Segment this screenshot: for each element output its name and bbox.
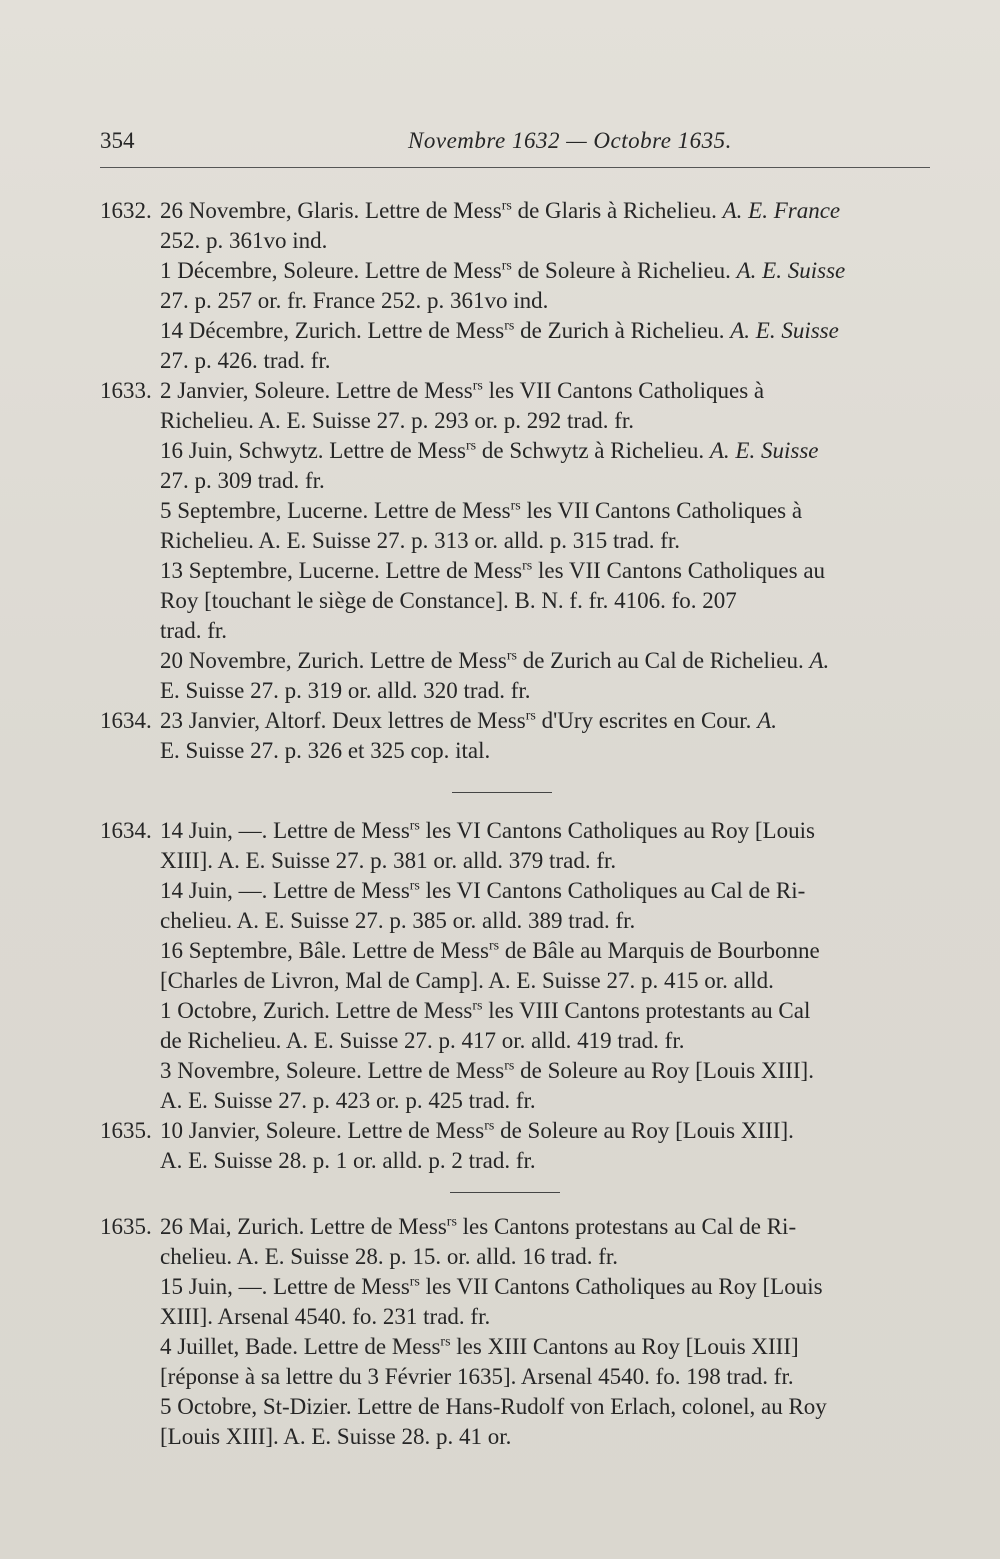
running-title: Novembre 1632 — Octobre 1635. [408,128,732,153]
entry-line-2: 252. p. 361vo ind. [160,228,328,253]
entry-text-cont: les VIII Cantons protestants au Cal [482,998,811,1023]
entry-text: 13 Septembre, Lucerne. Lettre de Mess [160,558,523,583]
entry-text: 15 Juin, —. Lettre de Mess [160,1274,410,1299]
entry [100,376,930,436]
entry-reference: A. E. Suisse [736,258,846,283]
entry-superscript: rs [510,498,521,514]
section-separator-2 [450,1192,560,1193]
entry [100,1392,930,1452]
entry-line-2: A. E. Suisse 28. p. 1 or. alld. p. 2 trad. fr. [160,1148,536,1173]
entry-line-1 [160,196,930,226]
entry-text: 26 Novembre, Glaris. Lettre de Mess [160,198,502,223]
entry [100,316,930,376]
entry-text: 16 Septembre, Bâle. Lettre de Mess [160,938,489,963]
entry-text-cont: de Soleure au Roy [Louis XIII]. [514,1058,814,1083]
entry-year: 1633. [100,378,152,403]
entry-superscript: rs [409,818,420,834]
entry-text: 14 Juin, —. Lettre de Mess [160,818,410,843]
entry-line-1 [160,316,930,346]
section-separator-1 [452,792,552,793]
entry-year: 1632. [100,198,152,223]
entry-line-1 [160,1392,930,1422]
entry-line-2: [Charles de Livron, Mal de Camp]. A. E. Suisse 27. p. 415 or. alld. [160,968,774,993]
entry-superscript: rs [504,1058,515,1074]
entry-text: 14 Juin, —. Lettre de Mess [160,878,410,903]
entry-reference: A. E. Suisse [709,438,819,463]
entry-text-cont: les VI Cantons Catholiques au Cal de Ri- [419,878,806,903]
entry-line-2: 27. p. 426. trad. fr. [160,348,331,373]
entry-line-1 [160,256,930,286]
entry-text-cont: de Zurich à Richelieu. [514,318,731,343]
entries-section-1 [100,196,930,766]
entry-line-3: trad. fr. [160,618,228,643]
entry-line-1 [160,1116,930,1146]
entry-text-cont: les Cantons protestans au Cal de Ri- [456,1214,797,1239]
entry-line-1 [160,496,930,526]
entry-text: 10 Janvier, Soleure. Lettre de Mess [160,1118,485,1143]
entry-line-1 [160,646,930,676]
entry-text: 26 Mai, Zurich. Lettre de Mess [160,1214,447,1239]
entries-section-3 [100,1212,930,1452]
entry-text-cont: les VII Cantons Catholiques au Roy [Louis [419,1274,823,1299]
entry-line-1 [160,556,930,586]
entry-line-2: E. Suisse 27. p. 326 et 325 cop. ital. [160,738,491,763]
entry-text: 3 Novembre, Soleure. Lettre de Mess [160,1058,505,1083]
entry-line-2: chelieu. A. E. Suisse 28. p. 15. or. alld. 16 trad. fr. [160,1244,619,1269]
entry-text: 14 Décembre, Zurich. Lettre de Mess [160,318,505,343]
entry-text: 23 Janvier, Altorf. Deux lettres de Mess [160,708,526,733]
entry [100,496,930,556]
entry-line-1 [160,1332,930,1362]
entry-text: 1 Décembre, Soleure. Lettre de Mess [160,258,502,283]
entry [100,816,930,876]
entry-reference: A. [757,708,777,733]
entry-text-cont: les VII Cantons Catholiques au [532,558,826,583]
entry-line-2: 27. p. 257 or. fr. France 252. p. 361vo ind. [160,288,549,313]
entry-superscript: rs [472,378,483,394]
entry-superscript: rs [465,438,477,454]
entry [100,436,930,496]
entry-superscript: rs [409,878,420,894]
entry-text: 2 Janvier, Soleure. Lettre de Mess [160,378,473,403]
entry-line-2: [Louis XIII]. A. E. Suisse 28. p. 41 or. [160,1424,512,1449]
entry-line-2: chelieu. A. E. Suisse 27. p. 385 or. alld. 389 trad. fr. [160,908,636,933]
entry-text-cont: les VI Cantons Catholiques au Roy [Louis [419,818,815,843]
entry-superscript: rs [472,998,483,1014]
entry [100,556,930,646]
entry [100,996,930,1056]
entry-text: 16 Juin, Schwytz. Lettre de Mess [160,438,466,463]
entry-text-cont: de Soleure à Richelieu. [511,258,737,283]
entry [100,706,930,766]
entry-text: 20 Novembre, Zurich. Lettre de Mess [160,648,507,673]
entry-superscript: rs [525,708,536,724]
entry-line-2: de Richelieu. A. E. Suisse 27. p. 417 or. alld. 419 trad. fr. [160,1028,685,1053]
entry-text-cont: les XIII Cantons au Roy [Louis XIII] [450,1334,799,1359]
entry-text-cont: les VII Cantons Catholiques à [482,378,765,403]
entry-superscript: rs [409,1274,420,1290]
entry-reference: A. E. France [722,198,841,223]
entry-superscript: rs [440,1334,451,1350]
entry-text-cont: de Glaris à Richelieu. [511,198,723,223]
entry-text-cont: de Bâle au Marquis de Bourbonne [499,938,820,963]
entry [100,196,930,256]
entry [100,1116,930,1176]
entry [100,646,930,706]
entries-section-2 [100,816,930,1176]
entry-line-1 [160,706,930,736]
entry-superscript: rs [504,318,515,334]
entry-superscript: rs [501,198,512,214]
entry-reference: A. E. Suisse [730,318,839,343]
entry-superscript: rs [488,938,500,954]
entry-text-cont: d'Ury escrites en Cour. [535,708,758,733]
entry-line-1 [160,1212,930,1242]
entry-line-2: Richelieu. A. E. Suisse 27. p. 293 or. p. 292 trad. fr. [160,408,635,433]
entry-line-1 [160,816,930,846]
entry-text: 1 Octobre, Zurich. Lettre de Mess [160,998,473,1023]
entry-text: 5 Octobre, St-Dizier. Lettre de Hans-Rudolf von Erlach, colonel, au Roy [160,1394,827,1419]
entry [100,1332,930,1392]
entry-year: 1635. [100,1214,152,1239]
entry [100,1056,930,1116]
entry-line-2: Roy [touchant le siège de Constance]. B. N. f. fr. 4106. fo. 207 [160,588,737,613]
entry-reference: A. [809,648,830,673]
entry-line-1 [160,376,930,406]
entry-line-1 [160,996,930,1026]
entry-text-cont: de Soleure au Roy [Louis XIII]. [494,1118,794,1143]
entry [100,1212,930,1272]
entry-line-2: 27. p. 309 trad. fr. [160,468,325,493]
entry [100,256,930,316]
entry-line-1 [160,876,930,906]
entry-text-cont: de Zurich au Cal de Richelieu. [516,648,810,673]
page-number: 354 [100,128,135,153]
entry-superscript: rs [484,1118,495,1134]
entry-line-2: [réponse à sa lettre du 3 Février 1635]. Arsenal 4540. fo. 198 trad. fr. [160,1364,794,1389]
entry [100,936,930,996]
running-header [100,128,930,168]
entry-text: 4 Juillet, Bade. Lettre de Mess [160,1334,441,1359]
entry-line-1 [160,936,930,966]
entry-line-2: E. Suisse 27. p. 319 or. alld. 320 trad. fr. [160,678,531,703]
entry-year: 1634. [100,818,152,843]
entry-line-2: A. E. Suisse 27. p. 423 or. p. 425 trad. fr. [160,1088,536,1113]
entry-line-1 [160,1272,930,1302]
entry [100,1272,930,1332]
entry-superscript: rs [446,1214,457,1230]
entry-year: 1634. [100,708,152,733]
entry-superscript: rs [506,648,517,664]
entry-line-1 [160,436,930,466]
entry-text-cont: les VII Cantons Catholiques à [520,498,803,523]
entry-line-1 [160,1056,930,1086]
entry [100,876,930,936]
entry-line-2: XIII]. Arsenal 4540. fo. 231 trad. fr. [160,1304,491,1329]
entry-line-2: XIII]. A. E. Suisse 27. p. 381 or. alld. 379 trad. fr. [160,848,617,873]
entry-text-cont: de Schwytz à Richelieu. [476,438,710,463]
entry-superscript: rs [522,558,533,574]
entry-text: 5 Septembre, Lucerne. Lettre de Mess [160,498,511,523]
entry-line-2: Richelieu. A. E. Suisse 27. p. 313 or. alld. p. 315 trad. fr. [160,528,681,553]
header-rule [100,167,930,168]
entry-superscript: rs [501,258,512,274]
entry-year: 1635. [100,1118,152,1143]
